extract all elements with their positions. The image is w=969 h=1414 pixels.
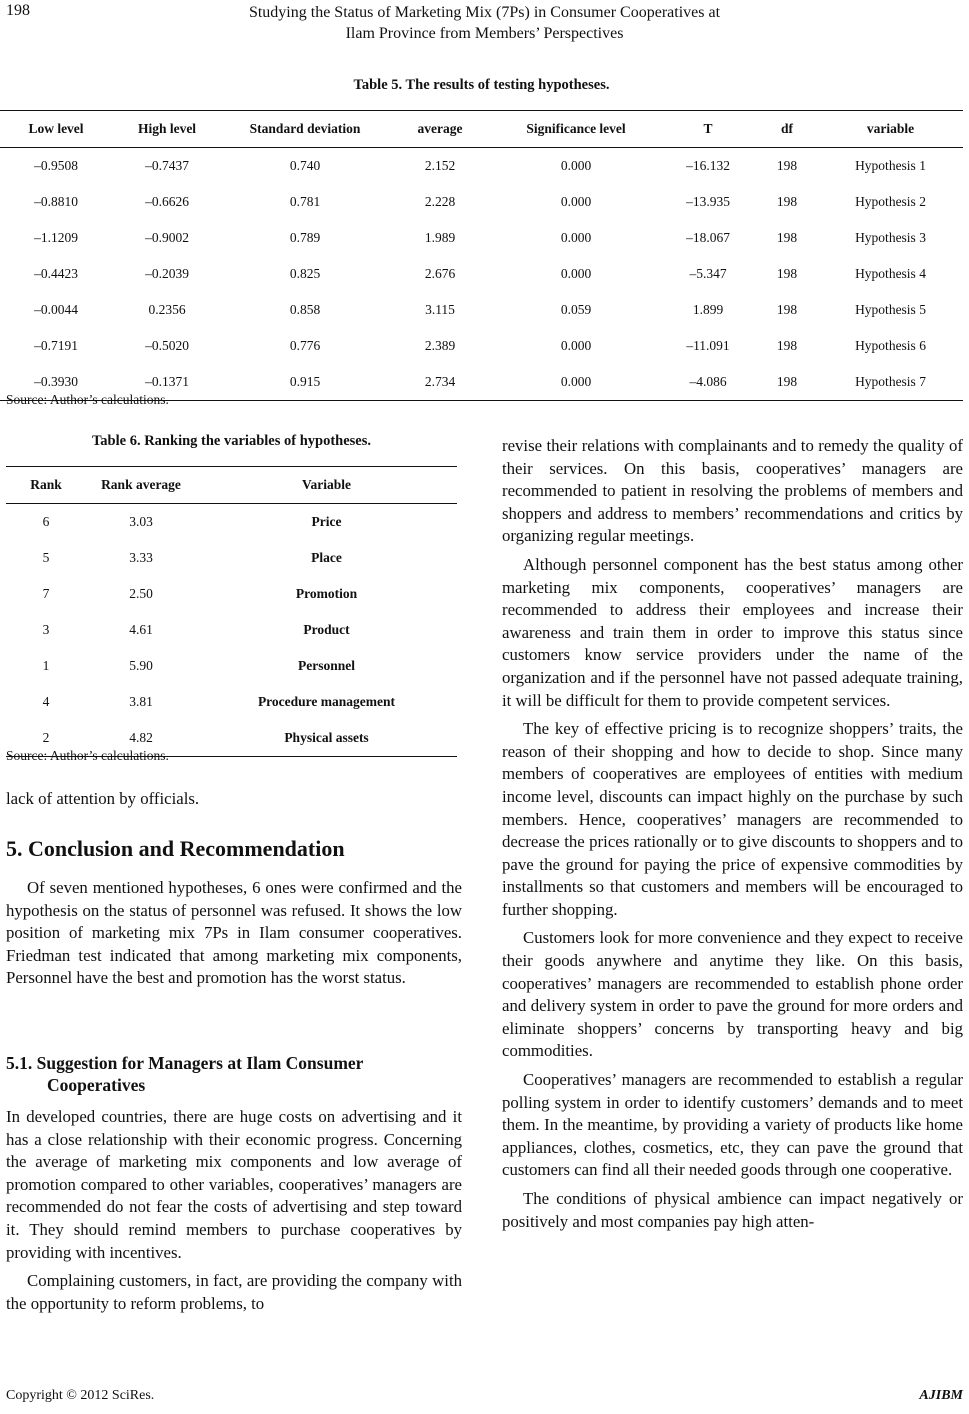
cell: Place [311,550,342,565]
table-row [0,220,963,256]
cell: 2.734 [424,374,456,389]
running-head [0,2,969,44]
col-variable: variable [866,121,915,136]
cell: 0.2356 [148,302,186,317]
cell: –0.8810 [34,194,78,209]
table-row [0,328,963,364]
cell: 0.858 [289,302,321,317]
table-row [6,684,457,720]
suggestion-block [6,1106,462,1315]
col-variable: Variable [301,477,351,492]
cell: 0.789 [289,230,321,245]
table-row [6,648,457,684]
cell: Promotion [295,586,358,601]
cell: –0.6626 [145,194,189,209]
subsection-number: 5.1. [6,1053,33,1073]
cell: Price [311,514,342,529]
cell: –16.132 [686,158,730,173]
col-average: average [417,121,463,136]
cell: 4 [42,694,50,709]
section-heading: 5. Conclusion and Recommendation [6,836,345,861]
cell: 6 [42,514,50,529]
table6-variable-ranking [6,466,457,757]
cell: 2.228 [424,194,456,209]
running-head-line-1: Studying the Status of Marketing Mix (7Ps) in Consumer Cooperatives at [248,4,721,21]
cell: 2 [42,730,50,745]
cell: 0.000 [560,230,592,245]
ambience-paragraph: The conditions of physical ambience can impact negatively or positively and most companies pay high atten- [502,1189,963,1231]
table6-header-row [6,467,457,504]
table6-source: Source: Author’s calculations. [6,748,169,763]
cell: –5.347 [689,266,727,281]
cell: Hypothesis 1 [855,158,926,173]
complaining-paragraph: Complaining customers, in fact, are providing the company with the opportunity to reform problems, to [6,1271,462,1313]
col-t: T [703,121,713,136]
col-standard-deviation: Standard deviation [249,121,361,136]
col-rank-average: Rank average [101,477,181,492]
cell: 198 [776,158,798,173]
cell: 0.000 [560,338,592,353]
running-head-line-2: Ilam Province from Members’ Perspectives [345,25,624,42]
cell: –0.3930 [34,374,78,389]
cell: 198 [776,266,798,281]
cell: 0.000 [560,374,592,389]
page-number: 198 [6,2,30,19]
cell: 0.776 [289,338,321,353]
table-row [0,184,963,220]
cell: 2.152 [424,158,456,173]
right-column [502,435,963,1233]
pricing-paragraph: The key of effective pricing is to recognize shoppers’ traits, the reason of their shopping and how to decide to shop. Since many members of cooperatives are employees of entities with medium income level, discounts can impact highly on the purchase by such members. Hence, cooperatives’ managers are recommended to decrease the prices rationally or to give discounts to shoppers and to pave the ground for paying the price of expensive commodities by installments so that customers and members will be encouraged to further shopping. [502,719,963,919]
table-row [6,504,457,541]
personnel-paragraph: Although personnel component has the best status among other marketing mix components, cooperatives’ managers are recommended to address their employees and increase their awareness and train them in order to improve this status since customers know service providers under the name of the organization and if the personnel have not passed adequate training, it will be difficult for them to provide competent services. [502,554,963,710]
cell: –0.2039 [145,266,189,281]
table-row [0,256,963,292]
cell: 5 [42,550,50,565]
convenience-paragraph: Customers look for more convenience and they expect to receive their goods anywhere and anytime they like. On this basis, cooperatives’ managers are recommended to establish phone order and delivery system in order to pave the ground for more orders and eliminate shoppers’ concerns by transporting heavy and big commodities. [502,928,963,1061]
revise-paragraph: revise their relations with complainants and to remedy the quality of their services. On this basis, cooperatives’ managers are recommended to patient in resolving the problems of members and shoppers and address to members’ recommendations and critics by organizing regular meetings. [502,436,963,546]
cell: 7 [42,586,50,601]
table-row [6,612,457,648]
subsection-title-line-2: Cooperatives [47,1075,146,1095]
cell: –1.1209 [34,230,78,245]
cell: Hypothesis 5 [855,302,926,317]
conclusion-paragraph: Of seven mentioned hypotheses, 6 ones were confirmed and the hypothesis on the status of personnel was refused. It shows the low position of marketing mix 7Ps in Ilam consumer cooperatives. Friedman test indicated that among marketing mix components, Personnel have the best and promotion has the worst status. [6,878,462,988]
cell: 3.03 [129,514,153,529]
table5-hypotheses-results [0,110,963,401]
cell: Hypothesis 6 [855,338,926,353]
advertising-paragraph: In developed countries, there are huge costs on advertising and it has a close relationship with their economic progress. Concerning the average of marketing mix components and low average of promotion compared to other variables, cooperatives’ managers are recommended do not fear the costs of advertising and step toward it. They should remind members to purchase cooperatives by providing with incentives. [6,1107,462,1262]
cell: 1.989 [424,230,456,245]
cell: 0.825 [289,266,321,281]
table6-caption: Table 6. Ranking the variables of hypotheses. [91,433,372,449]
cell: Hypothesis 2 [855,194,926,209]
col-low-level: Low level [28,121,84,136]
cell: 0.740 [289,158,321,173]
table-row [6,540,457,576]
table5-caption: Table 5. The results of testing hypotheses. [353,77,610,93]
cell: 0.059 [560,302,592,317]
cell: 2.389 [424,338,456,353]
cell: 0.000 [560,194,592,209]
cell: Personnel [298,658,355,673]
carryover-text: lack of attention by officials. [6,789,200,808]
cell: –0.9508 [34,158,78,173]
cell: Procedure management [257,694,396,709]
left-column [6,788,462,811]
journal-abbreviation: AJIBM [919,1388,963,1403]
table5-source: Source: Author’s calculations. [6,392,169,407]
col-rank: Rank [30,477,62,492]
cell: 198 [776,230,798,245]
cell: 198 [776,302,798,317]
cell: 3 [42,622,50,637]
cell: –0.4423 [34,266,78,281]
conclusion-block [6,877,462,990]
cell: 3.33 [129,550,153,565]
cell: 2.50 [129,586,153,601]
cell: 3.81 [129,694,153,709]
table-row [6,576,457,612]
cell: –13.935 [686,194,730,209]
cell: 1.899 [692,302,724,317]
copyright-notice: Copyright © 2012 SciRes. [6,1388,155,1403]
col-df: df [780,121,793,136]
cell: –18.067 [686,230,730,245]
cell: –0.1371 [145,374,189,389]
cell: 4.82 [129,730,153,745]
cell: 0.000 [560,158,592,173]
cell: –0.5020 [145,338,189,353]
cell: –0.7437 [145,158,189,173]
cell: 198 [776,338,798,353]
cell: 0.781 [289,194,321,209]
cell: –0.7191 [34,338,78,353]
cell: 2.676 [424,266,456,281]
cell: Physical assets [284,730,369,745]
cell: Hypothesis 4 [855,266,926,281]
table-row [0,148,963,185]
cell: –0.9002 [145,230,189,245]
cell: –0.0044 [34,302,78,317]
cell: Hypothesis 7 [855,374,926,389]
cell: 198 [776,374,798,389]
table-row [0,292,963,328]
subsection-title-line-1: Suggestion for Managers at Ilam Consumer [36,1053,364,1073]
col-high-level: High level [137,121,197,136]
cell: 1 [42,658,50,673]
subsection-heading [6,1052,462,1096]
cell: Product [303,622,350,637]
cell: –11.091 [686,338,730,353]
cell: 3.115 [425,302,455,317]
cell: 4.61 [129,622,153,637]
cell: 0.915 [289,374,321,389]
cell: Hypothesis 3 [855,230,926,245]
cell: 5.90 [129,658,153,673]
cell: –4.086 [689,374,727,389]
cell: 198 [776,194,798,209]
cell: 0.000 [560,266,592,281]
table5-header-row [0,111,963,148]
polling-paragraph: Cooperatives’ managers are recommended to establish a regular polling system in order to identify customers’ demands and to meet them. In the meantime, by providing a variety of products like home appliances, clothes, cosmetics, etc, they can pave the ground that customers can find all their needed goods through one cooperative. [502,1070,963,1180]
col-significance-level: Significance level [526,121,626,136]
